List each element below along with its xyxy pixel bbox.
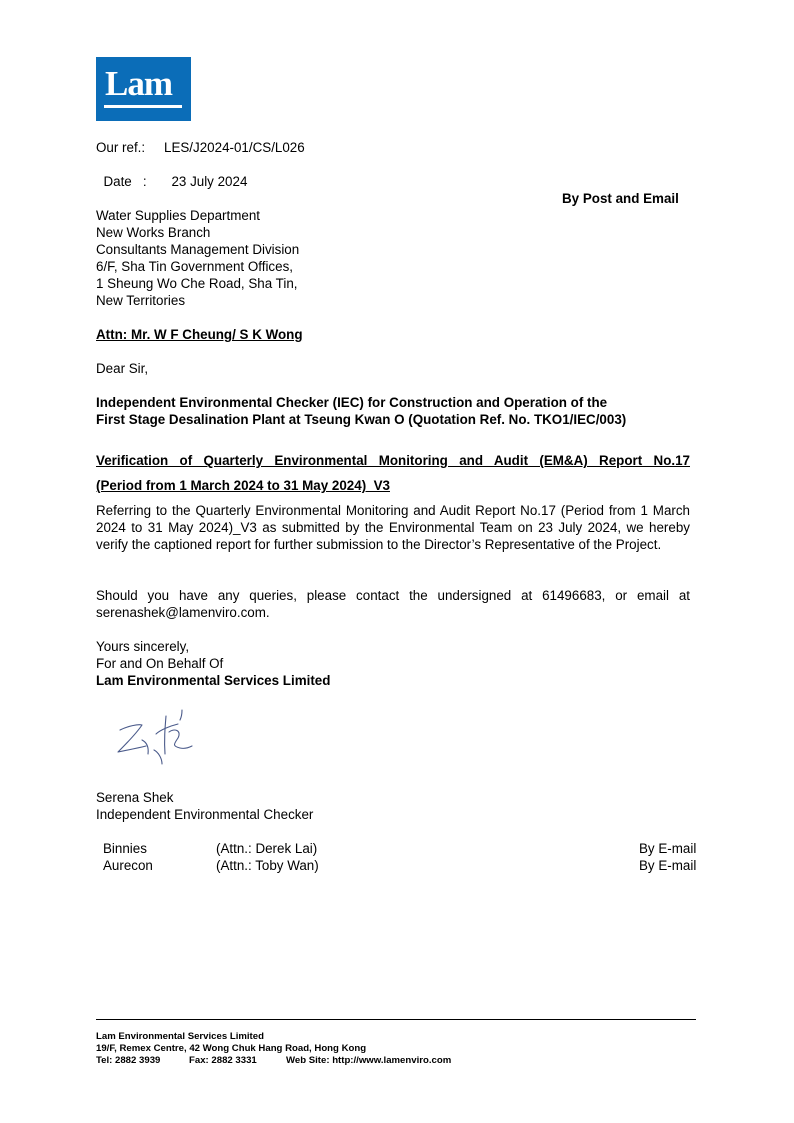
report-heading: Verification of Quarterly Environmental Monitoring and Audit (EM&A) Report No.17	[96, 453, 690, 468]
closing-line: Yours sincerely,	[96, 639, 190, 654]
body-paragraph: Should you have any queries, please contact the undersigned at 61496683, or email at serenashek@lamenviro.com.	[96, 588, 690, 620]
footer-website: Web Site: http://www.lamenviro.com	[286, 1055, 452, 1066]
body-paragraph: Referring to the Quarterly Environmental Monitoring and Audit Report No.17 (Period from 1 March 2024 to 31 May 2024)_V3 as submitted by the Environmental Team on 23 July 2024, we hereby verify the captioned report for further submission to the Director’s Representative of the Project.	[96, 503, 690, 552]
recipient-line: Consultants Management Division	[96, 242, 300, 257]
cc-method: By E-mail	[639, 858, 697, 873]
cc-org: Aurecon	[103, 858, 153, 873]
footer-fax: Fax: 2882 3331	[189, 1055, 257, 1066]
footer-company: Lam Environmental Services Limited	[96, 1031, 264, 1042]
subject-line: First Stage Desalination Plant at Tseung Kwan O (Quotation Ref. No. TKO1/IEC/003)	[96, 412, 627, 427]
recipient-line: Water Supplies Department	[96, 208, 260, 223]
reference-label: Our ref.:	[96, 140, 146, 155]
signer-title: Independent Environmental Checker	[96, 807, 314, 822]
recipient-line: New Territories	[96, 293, 186, 308]
date-label: Date :	[103, 174, 147, 189]
recipient-line: New Works Branch	[96, 225, 211, 240]
signature-image	[112, 706, 202, 768]
logo-underline	[104, 105, 182, 108]
recipient-line: 6/F, Sha Tin Government Offices,	[96, 259, 293, 274]
cc-attn: (Attn.: Derek Lai)	[216, 841, 318, 856]
date-line	[96, 156, 247, 190]
company-logo	[96, 57, 191, 121]
cc-attn: (Attn.: Toby Wan)	[216, 858, 319, 873]
attention-line: Attn: Mr. W F Cheung/ S K Wong	[96, 327, 303, 342]
reference-line	[96, 139, 305, 156]
salutation: Dear Sir,	[96, 361, 149, 376]
recipient-line: 1 Sheung Wo Che Road, Sha Tin,	[96, 276, 298, 291]
cc-method: By E-mail	[639, 841, 697, 856]
date-value: 23 July 2024	[171, 174, 248, 189]
footer-tel: Tel: 2882 3939	[96, 1055, 161, 1066]
company-name: Lam Environmental Services Limited	[96, 673, 331, 688]
signer-name: Serena Shek	[96, 790, 174, 805]
footer-divider	[96, 1019, 696, 1020]
footer-address: 19/F, Remex Centre, 42 Wong Chuk Hang Road, Hong Kong	[96, 1043, 367, 1054]
subject-line: Independent Environmental Checker (IEC) for Construction and Operation of the	[96, 395, 608, 410]
cc-org: Binnies	[103, 841, 147, 856]
closing-line: For and On Behalf Of	[96, 656, 224, 671]
delivery-method: By Post and Email	[562, 191, 679, 206]
logo-text: Lam	[105, 64, 172, 103]
reference-value: LES/J2024-01/CS/L026	[164, 140, 305, 155]
report-heading-period: (Period from 1 March 2024 to 31 May 2024)_V3	[96, 478, 390, 493]
